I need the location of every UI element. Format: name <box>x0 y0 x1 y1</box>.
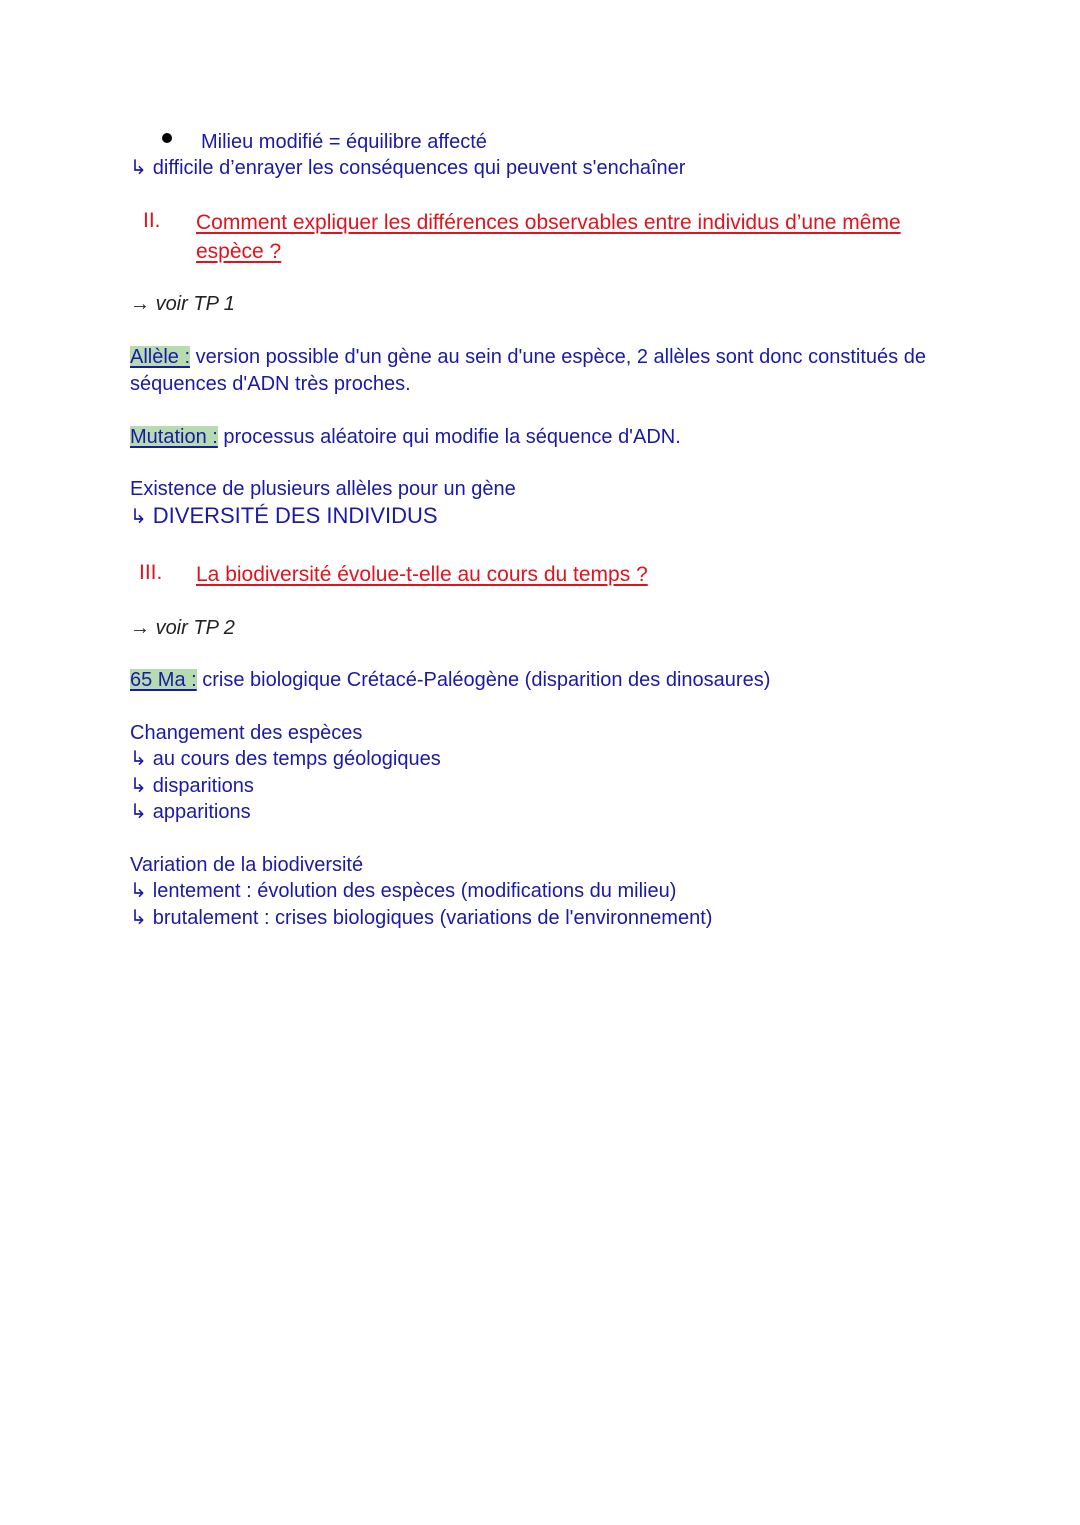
sub-arrow-icon: ↳ <box>130 880 147 902</box>
diversite-line <box>130 503 438 530</box>
sub-arrow-icon: ↳ <box>130 506 147 528</box>
mutation-term: Mutation : <box>130 426 218 448</box>
date-def: crise biologique Crétacé-Paléogène (disparition des dinosaures) <box>196 669 771 691</box>
changement-item-text: disparitions <box>152 775 254 797</box>
changement-item <box>130 773 254 799</box>
changement-item-text: au cours des temps géologiques <box>152 748 441 770</box>
section-3-title: La biodiversité évolue-t-elle au cours du temps ? <box>196 563 648 586</box>
date-definition <box>130 667 770 693</box>
consequence-line <box>130 155 685 181</box>
tp1-reference <box>130 291 235 317</box>
sub-arrow-icon: ↳ <box>130 157 147 179</box>
sub-arrow-icon: ↳ <box>130 748 147 770</box>
variation-item-text: lentement : évolution des espèces (modifications du milieu) <box>152 880 677 902</box>
changement-item <box>130 746 441 772</box>
allele-definition <box>130 344 926 370</box>
section-2-title-line2: espèce ? <box>196 240 282 263</box>
consequence-text: difficile d’enrayer les conséquences qui peuvent s'enchaîner <box>152 157 686 179</box>
section-3-number: III. <box>139 561 163 584</box>
sub-arrow-icon: ↳ <box>130 907 147 929</box>
section-2-title-line1: Comment expliquer les différences observables entre individus d’une même <box>196 211 901 234</box>
right-arrow-icon: → <box>130 617 150 639</box>
mutation-def: processus aléatoire qui modifie la séquence d'ADN. <box>217 426 681 448</box>
allele-def-1: version possible d'un gène au sein d'une espèce, 2 allèles sont donc constitués de <box>190 346 926 368</box>
changement-item <box>130 799 251 825</box>
variation-item <box>130 905 712 931</box>
existence-text: Existence de plusieurs allèles pour un gène <box>130 478 516 500</box>
date-term: 65 Ma : <box>130 669 197 691</box>
diversite-text: DIVERSITÉ DES INDIVIDUS <box>152 503 438 528</box>
variation-text: Variation de la biodiversité <box>130 854 364 876</box>
changement-item-text: apparitions <box>152 801 251 823</box>
allele-term: Allèle : <box>130 346 191 368</box>
tp2-label: voir TP 2 <box>155 617 235 639</box>
variation-item-text: brutalement : crises biologiques (variations de l'environnement) <box>152 907 713 929</box>
section-2-number: II. <box>143 209 161 232</box>
changement-text: Changement des espèces <box>130 722 363 744</box>
bullet-text: Milieu modifié = équilibre affecté <box>201 131 487 153</box>
bullet-icon <box>162 133 172 143</box>
mutation-definition <box>130 424 681 450</box>
tp1-label: voir TP 1 <box>155 293 235 315</box>
variation-item <box>130 878 676 904</box>
allele-def-2: séquences d'ADN très proches. <box>130 373 411 395</box>
sub-arrow-icon: ↳ <box>130 801 147 823</box>
right-arrow-icon: → <box>130 293 150 315</box>
sub-arrow-icon: ↳ <box>130 775 147 797</box>
tp2-reference <box>130 615 235 641</box>
